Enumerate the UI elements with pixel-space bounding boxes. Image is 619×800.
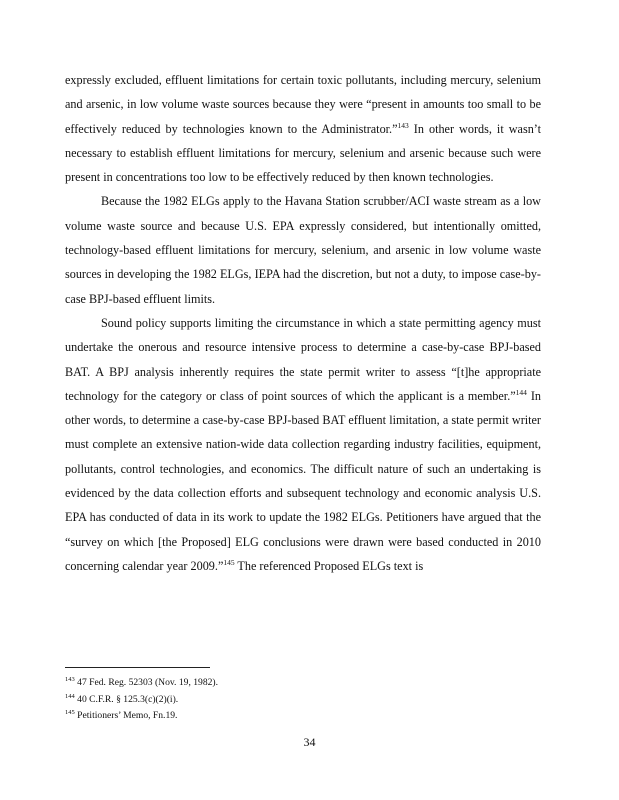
paragraph-1-text: expressly excluded, effluent limitations for certain toxic pollutants, including mercury, selenium and arsenic, in low volume waste sources because they were “present in amounts too small to be effectively reduced by technologies known to the Administrator.” <box>65 73 541 136</box>
footnote-number: 145 <box>65 708 75 716</box>
paragraph-2 <box>65 189 541 310</box>
paragraph-3-text-end: The referenced Proposed ELGs text is <box>234 558 424 573</box>
paragraph-3 <box>65 311 541 578</box>
footnote-ref-143: 143 <box>397 120 409 130</box>
body-text <box>65 68 541 578</box>
footnotes <box>65 675 541 725</box>
paragraph-1 <box>65 68 541 189</box>
footnote-text: 40 C.F.R. § 125.3(c)(2)(i). <box>74 693 179 705</box>
footnote-text: Petitioners’ Memo, Fn.19. <box>74 710 178 721</box>
footnote <box>65 692 541 709</box>
paragraph-1-text-cont: In other words, it wasn’t necessary to establish effluent limitations for mercury, selenium and arsenic because such were present in concentrations too low to be effectively reduced by then known technologies. <box>65 121 542 185</box>
footnote-text: 47 Fed. Reg. 52303 (Nov. 19, 1982). <box>74 677 219 688</box>
footnote-number: 143 <box>65 675 75 683</box>
footnote <box>65 675 541 692</box>
paragraph-3-text-cont: In other words, to determine a case-by-case BPJ-based BAT effluent limitation, a state permit writer must complete an extensive nation-wide data collection regarding industry facilities, equipment, pollutants, control technologies, and economics. The difficult nature of such an undertaking is evidenced by the data collection efforts and subsequent technology and economic analysis U.S. EPA has conducted of data in its work to update the 1982 ELGs. Petitioners have argued that the “survey on which [the Proposed] ELG conclusions were drawn were based conducted in 2010 concerning calendar year 2009.” <box>65 388 541 573</box>
paragraph-3-text: Sound policy supports limiting the circumstance in which a state permitting agency must undertake the onerous and resource intensive process to determine a case-by-case BPJ-based BAT. A BPJ analysis inherently requires the state permit writer to assess “[t]he appropriate technology for the category or class of point sources of which the applicant is a member.” <box>65 315 541 403</box>
footnote-divider <box>65 667 210 668</box>
page-number: 34 <box>303 735 316 749</box>
footnote-number: 144 <box>65 692 75 700</box>
footnote-ref-145: 145 <box>223 557 235 567</box>
paragraph-2-text: Because the 1982 ELGs apply to the Havana Station scrubber/ACI waste stream as a low volume waste source and because U.S. EPA expressly considered, but intentionally omitted, technology-based effluent limitations for mercury, selenium, and arsenic in low volume waste sources in developing the 1982 ELGs, IEPA had the discretion, but not a duty, to impose case-by-case BPJ-based effluent limits. <box>65 194 541 306</box>
footnote-ref-144: 144 <box>515 387 527 397</box>
footnote <box>65 708 541 725</box>
